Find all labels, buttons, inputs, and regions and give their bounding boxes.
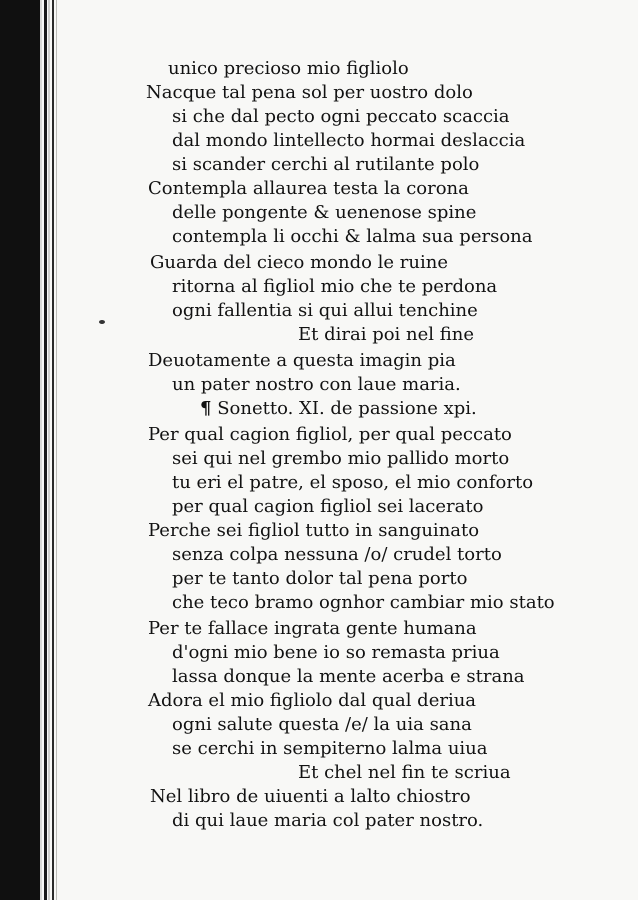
text-line: ogni salute questa /e/ la uia sana <box>172 714 472 735</box>
text-line: per qual cagion figliol sei lacerato <box>172 496 484 517</box>
pilcrow-mark: ¶ <box>200 398 212 419</box>
text-line: si che dal pecto ogni peccato scaccia <box>172 106 510 127</box>
text-line: Per te fallace ingrata gente humana <box>148 618 477 639</box>
text-line: Adora el mio figliolo dal qual deriua <box>148 690 477 711</box>
text-line: Perche sei figliol tutto in sanguinato <box>148 520 480 541</box>
text-line: si scander cerchi al rutilante polo <box>172 154 480 175</box>
text-line: se cerchi in sempiterno lalma uiua <box>172 738 488 759</box>
text-line: ogni fallentia si qui allui tenchine <box>172 300 478 321</box>
text-line: Deuotamente a questa imagin pia <box>148 350 456 371</box>
text-line: d'ogni mio bene io so remasta priua <box>172 642 500 663</box>
sonnet-title: Sonetto. XI. de passione xpi. <box>217 398 477 419</box>
text-line: Guarda del cieco mondo le ruine <box>150 252 448 273</box>
text-line: Nel libro de uiuenti a lalto chiostro <box>150 786 471 807</box>
text-line: unico precioso mio figliolo <box>168 58 409 79</box>
text-line: che teco bramo ognhor cambiar mio stato <box>172 592 555 613</box>
text-line: per te tanto dolor tal pena porto <box>172 568 468 589</box>
text-line: Et chel nel fin te scriua <box>298 762 511 783</box>
text-line: un pater nostro con laue maria. <box>172 374 461 395</box>
section-heading <box>200 398 477 420</box>
text-line: Et dirai poi nel fine <box>298 324 475 345</box>
text-line: Nacque tal pena sol per uostro dolo <box>146 82 473 103</box>
text-line: di qui laue maria col pater nostro. <box>172 810 484 831</box>
text-line: sei qui nel grembo mio pallido morto <box>172 448 510 469</box>
text-line: dal mondo lintellecto hormai deslaccia <box>172 130 526 151</box>
text-line: Contempla allaurea testa la corona <box>148 178 469 199</box>
text-line: senza colpa nessuna /o/ crudel torto <box>172 544 502 565</box>
text-line: delle pongente & uenenose spine <box>172 202 477 223</box>
text-line: ritorna al figliol mio che te perdona <box>172 276 498 297</box>
text-line: Per qual cagion figliol, per qual peccato <box>148 424 512 445</box>
text-line: tu eri el patre, el sposo, el mio conforto <box>172 472 534 493</box>
text-line: lassa donque la mente acerba e strana <box>172 666 525 687</box>
text-line: contempla li occhi & lalma sua persona <box>172 226 533 247</box>
